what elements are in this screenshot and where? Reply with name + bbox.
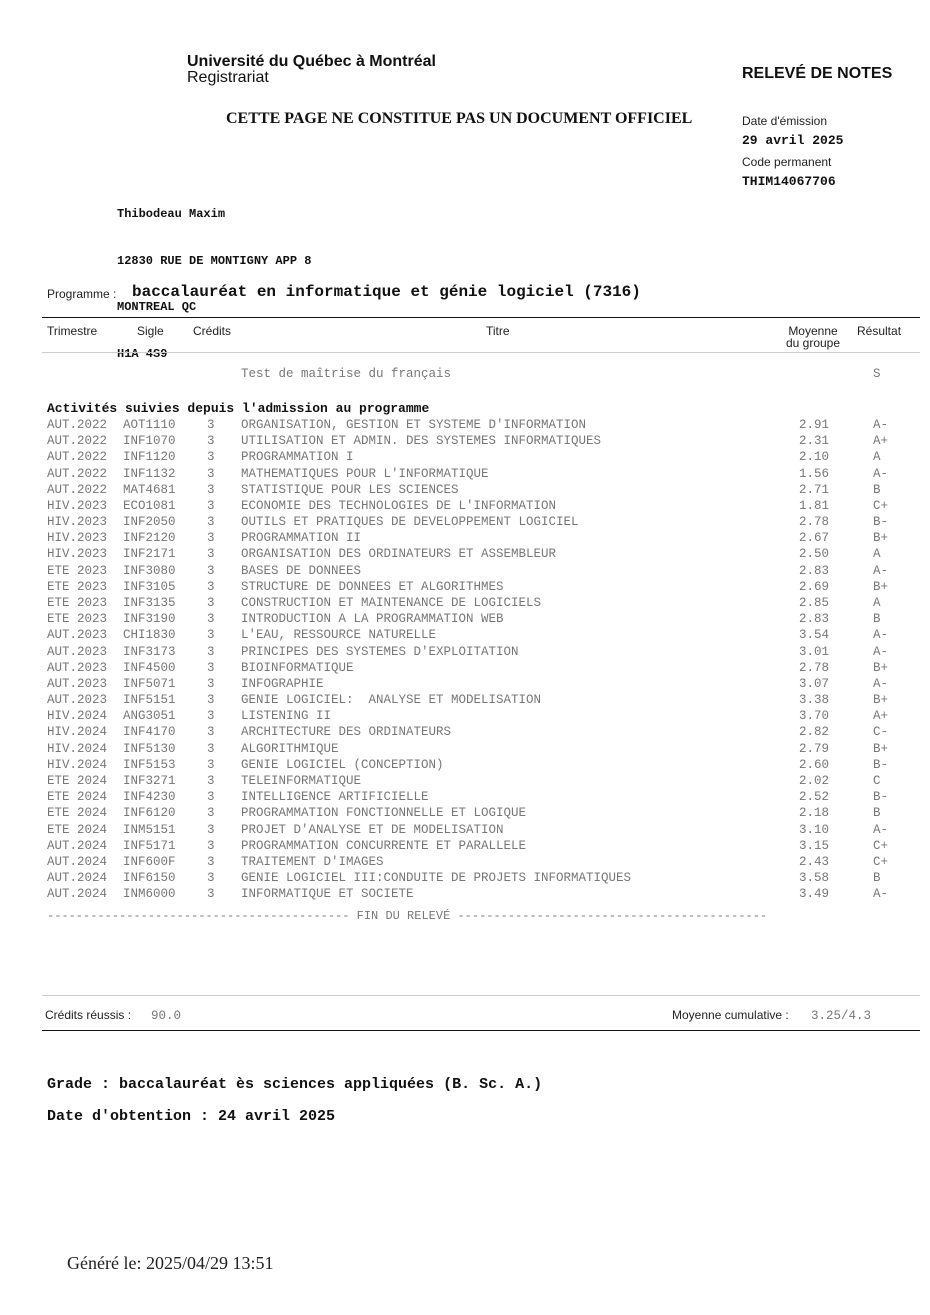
- title-cell: PROGRAMMATION II: [241, 531, 362, 546]
- code-cell: INM5151: [123, 822, 176, 837]
- code-cell: INF4170: [123, 725, 176, 740]
- group-average-cell: 3.49: [799, 887, 830, 902]
- french-test-title: Test de maîtrise du français: [241, 367, 452, 381]
- title-cell: ARCHITECTURE DES ORDINATEURS: [241, 725, 452, 740]
- table-row: [0, 417, 930, 433]
- credits-cell: 3: [207, 418, 215, 432]
- degree-grade: Grade : baccalauréat ès sciences appliquées (B. Sc. A.): [47, 1076, 543, 1093]
- title-cell: TELEINFORMATIQUE: [241, 773, 362, 788]
- credits-cell: 3: [207, 595, 215, 610]
- credits-cell: 3: [207, 660, 215, 675]
- term-cell: AUT.2023: [47, 644, 108, 659]
- gpa-value: 3.25/4.3: [811, 1009, 872, 1023]
- title-cell: ALGORITHMIQUE: [241, 741, 339, 756]
- table-row: [0, 449, 930, 465]
- unofficial-notice: CETTE PAGE NE CONSTITUE PAS UN DOCUMENT OFFICIEL: [226, 110, 693, 127]
- title-cell: ECONOMIE DES TECHNOLOGIES DE L'INFORMATION: [241, 498, 557, 513]
- term-cell: AUT.2022: [47, 450, 108, 465]
- term-cell: AUT.2024: [47, 854, 108, 869]
- table-row: [0, 466, 930, 482]
- group-average-cell: 2.02: [799, 773, 830, 788]
- table-row: [0, 870, 930, 886]
- code-cell: INF3271: [123, 773, 176, 788]
- group-average-cell: 2.78: [799, 660, 830, 675]
- credits-cell: 3: [207, 838, 215, 853]
- result-cell: A+: [873, 709, 889, 724]
- table-row: [0, 530, 930, 546]
- title-cell: LISTENING II: [241, 709, 332, 724]
- term-cell: AUT.2022: [47, 434, 108, 449]
- group-average-cell: 2.85: [799, 595, 830, 610]
- table-row: [0, 789, 930, 805]
- credits-value: 90.0: [151, 1009, 182, 1023]
- term-cell: AUT.2024: [47, 838, 108, 853]
- table-row: [0, 595, 930, 611]
- credits-cell: 3: [207, 854, 215, 869]
- result-cell: B: [873, 612, 881, 627]
- permanent-code-label: Code permanent: [742, 155, 832, 169]
- table-row: [0, 644, 930, 660]
- address-line-1: 12830 RUE DE MONTIGNY APP 8: [117, 253, 312, 268]
- credits-cell: 3: [207, 757, 215, 772]
- degree-date: Date d'obtention : 24 avril 2025: [47, 1108, 336, 1125]
- group-average-cell: 3.07: [799, 676, 830, 691]
- term-cell: AUT.2022: [47, 466, 108, 481]
- title-cell: PROGRAMMATION CONCURRENTE ET PARALLELE: [241, 838, 527, 853]
- result-cell: B-: [873, 515, 889, 530]
- table-top-rule: [42, 317, 920, 318]
- code-cell: INF6120: [123, 806, 176, 821]
- summary-bottom-rule: [42, 1030, 920, 1031]
- code-cell: INF3173: [123, 644, 176, 659]
- code-cell: INF1120: [123, 450, 176, 465]
- credits-cell: 3: [207, 806, 215, 821]
- program-value: baccalauréat en informatique et génie logiciel (7316): [132, 283, 641, 301]
- title-cell: PROGRAMMATION I: [241, 450, 354, 465]
- title-cell: ORGANISATION, GESTION ET SYSTEME D'INFORMATION: [241, 418, 587, 432]
- credits-cell: 3: [207, 450, 215, 465]
- title-cell: PROJET D'ANALYSE ET DE MODELISATION: [241, 822, 504, 837]
- result-cell: B+: [873, 579, 889, 594]
- result-cell: A-: [873, 563, 889, 578]
- permanent-code-value: THIM14067706: [742, 174, 836, 189]
- group-average-cell: 2.50: [799, 547, 830, 562]
- code-cell: INF5130: [123, 741, 176, 756]
- credits-cell: 3: [207, 741, 215, 756]
- title-cell: BASES DE DONNEES: [241, 563, 362, 578]
- table-row: [0, 838, 930, 854]
- result-cell: C-: [873, 725, 889, 740]
- result-cell: C+: [873, 838, 889, 853]
- term-cell: HIV.2023: [47, 498, 108, 513]
- code-cell: INF2050: [123, 515, 176, 530]
- generated-timestamp: Généré le: 2025/04/29 13:51: [67, 1253, 274, 1273]
- group-average-cell: 3.70: [799, 709, 830, 724]
- group-average-cell: 2.67: [799, 531, 830, 546]
- group-average-cell: 2.10: [799, 450, 830, 465]
- table-row: [0, 611, 930, 627]
- result-cell: A-: [873, 822, 889, 837]
- document-title: RELEVÉ DE NOTES: [742, 65, 893, 82]
- table-row: [0, 660, 930, 676]
- table-row: [0, 822, 930, 838]
- issue-date-value: 29 avril 2025: [742, 133, 844, 148]
- code-cell: ECO1081: [123, 498, 176, 513]
- result-cell: B: [873, 871, 881, 886]
- table-header-rule: [42, 352, 920, 353]
- group-average-cell: 2.52: [799, 790, 830, 805]
- result-cell: B: [873, 806, 881, 821]
- header-credits: Crédits: [193, 324, 232, 338]
- title-cell: ORGANISATION DES ORDINATEURS ET ASSEMBLEUR: [241, 547, 557, 562]
- header-term: Trimestre: [47, 324, 98, 338]
- credits-cell: 3: [207, 773, 215, 788]
- result-cell: A-: [873, 466, 889, 481]
- title-cell: CONSTRUCTION ET MAINTENANCE DE LOGICIELS: [241, 595, 542, 610]
- group-average-cell: 3.01: [799, 644, 830, 659]
- term-cell: AUT.2022: [47, 418, 108, 432]
- table-row: [0, 805, 930, 821]
- result-cell: B+: [873, 660, 889, 675]
- table-row: [0, 482, 930, 498]
- title-cell: INFOGRAPHIE: [241, 676, 324, 691]
- group-average-cell: 1.56: [799, 466, 830, 481]
- group-average-cell: 2.71: [799, 482, 830, 497]
- postal-code: H1A 4S9: [117, 346, 168, 361]
- group-average-cell: 3.58: [799, 871, 830, 886]
- code-cell: INF4500: [123, 660, 176, 675]
- title-cell: INTELLIGENCE ARTIFICIELLE: [241, 790, 429, 805]
- table-row: [0, 854, 930, 870]
- group-average-cell: 1.81: [799, 498, 830, 513]
- gpa-label: Moyenne cumulative :: [672, 1008, 789, 1022]
- credits-cell: 3: [207, 482, 215, 497]
- code-cell: INF4230: [123, 790, 176, 805]
- credits-cell: 3: [207, 887, 215, 902]
- table-row: [0, 708, 930, 724]
- credits-cell: 3: [207, 498, 215, 513]
- term-cell: AUT.2022: [47, 482, 108, 497]
- group-average-cell: 2.31: [799, 434, 830, 449]
- title-cell: MATHEMATIQUES POUR L'INFORMATIQUE: [241, 466, 489, 481]
- credits-cell: 3: [207, 871, 215, 886]
- table-row: [0, 579, 930, 595]
- program-label: Programme :: [47, 287, 117, 301]
- result-cell: B-: [873, 790, 889, 805]
- header-code: Sigle: [137, 324, 164, 338]
- code-cell: INM6000: [123, 887, 176, 902]
- table-row: [0, 773, 930, 789]
- code-cell: CHI1830: [123, 628, 176, 643]
- credits-cell: 3: [207, 790, 215, 805]
- code-cell: INF6150: [123, 871, 176, 886]
- group-average-cell: 2.79: [799, 741, 830, 756]
- result-cell: A+: [873, 434, 889, 449]
- term-cell: ETE 2023: [47, 563, 108, 578]
- code-cell: INF3080: [123, 563, 176, 578]
- group-average-cell: 2.18: [799, 806, 830, 821]
- term-cell: ETE 2023: [47, 612, 108, 627]
- title-cell: INTRODUCTION A LA PROGRAMMATION WEB: [241, 612, 504, 627]
- credits-cell: 3: [207, 822, 215, 837]
- credits-cell: 3: [207, 531, 215, 546]
- title-cell: INFORMATIQUE ET SOCIETE: [241, 887, 414, 902]
- header-group-average: Moyenne du groupe: [785, 324, 841, 350]
- term-cell: ETE 2024: [47, 790, 108, 805]
- code-cell: MAT4681: [123, 482, 176, 497]
- table-row: [0, 563, 930, 579]
- title-cell: OUTILS ET PRATIQUES DE DEVELOPPEMENT LOGICIEL: [241, 515, 579, 530]
- table-row: [0, 757, 930, 773]
- title-cell: BIOINFORMATIQUE: [241, 660, 354, 675]
- code-cell: INF5171: [123, 838, 176, 853]
- issue-date-label: Date d'émission: [742, 114, 827, 128]
- table-row: [0, 433, 930, 449]
- title-cell: TRAITEMENT D'IMAGES: [241, 854, 384, 869]
- group-average-cell: 2.60: [799, 757, 830, 772]
- result-cell: A-: [873, 887, 889, 902]
- credits-cell: 3: [207, 709, 215, 724]
- section-title: Activités suivies depuis l'admission au programme: [47, 401, 430, 416]
- title-cell: PROGRAMMATION FONCTIONNELLE ET LOGIQUE: [241, 806, 527, 821]
- department-name: Registrariat: [187, 69, 269, 86]
- group-average-cell: 2.91: [799, 418, 830, 432]
- result-cell: C+: [873, 854, 889, 869]
- student-address-block: [117, 176, 311, 378]
- result-cell: A: [873, 547, 881, 562]
- term-cell: AUT.2023: [47, 628, 108, 643]
- term-cell: AUT.2023: [47, 693, 108, 708]
- result-cell: A-: [873, 418, 889, 432]
- term-cell: ETE 2023: [47, 595, 108, 610]
- title-cell: STATISTIQUE POUR LES SCIENCES: [241, 482, 459, 497]
- result-cell: A: [873, 450, 881, 465]
- code-cell: ANG3051: [123, 709, 176, 724]
- group-average-cell: 3.10: [799, 822, 830, 837]
- result-cell: B-: [873, 757, 889, 772]
- result-cell: A-: [873, 628, 889, 643]
- french-test-result: S: [873, 367, 881, 381]
- credits-cell: 3: [207, 515, 215, 530]
- result-cell: B+: [873, 741, 889, 756]
- credits-cell: 3: [207, 579, 215, 594]
- group-average-cell: 2.83: [799, 563, 830, 578]
- term-cell: HIV.2024: [47, 757, 108, 772]
- code-cell: INF1132: [123, 466, 176, 481]
- result-cell: B+: [873, 531, 889, 546]
- header-title: Titre: [486, 324, 510, 338]
- term-cell: AUT.2023: [47, 660, 108, 675]
- group-average-cell: 3.15: [799, 838, 830, 853]
- term-cell: AUT.2024: [47, 871, 108, 886]
- result-cell: B: [873, 482, 881, 497]
- result-cell: B+: [873, 693, 889, 708]
- code-cell: INF600F: [123, 854, 176, 869]
- result-cell: C: [873, 773, 881, 788]
- credits-label: Crédits réussis :: [45, 1008, 132, 1022]
- group-average-cell: 2.78: [799, 515, 830, 530]
- code-cell: INF2120: [123, 531, 176, 546]
- end-of-transcript-marker: ------------------------------------------ FIN DU RELEVÉ -------------------------------------------: [47, 909, 768, 923]
- code-cell: INF3190: [123, 612, 176, 627]
- credits-cell: 3: [207, 466, 215, 481]
- credits-cell: 3: [207, 676, 215, 691]
- table-row: [0, 546, 930, 562]
- code-cell: AOT1110: [123, 418, 176, 432]
- term-cell: HIV.2024: [47, 709, 108, 724]
- code-cell: INF5151: [123, 693, 176, 708]
- credits-cell: 3: [207, 563, 215, 578]
- title-cell: STRUCTURE DE DONNEES ET ALGORITHMES: [241, 579, 504, 594]
- table-row: [0, 514, 930, 530]
- credits-cell: 3: [207, 547, 215, 562]
- term-cell: ETE 2024: [47, 773, 108, 788]
- term-cell: ETE 2023: [47, 579, 108, 594]
- title-cell: GENIE LOGICIEL (CONCEPTION): [241, 757, 444, 772]
- address-line-2: MONTREAL QC: [117, 300, 197, 314]
- code-cell: INF3105: [123, 579, 176, 594]
- credits-cell: 3: [207, 434, 215, 449]
- title-cell: L'EAU, RESSOURCE NATURELLE: [241, 628, 437, 643]
- result-cell: C+: [873, 498, 889, 513]
- credits-cell: 3: [207, 612, 215, 627]
- summary-top-rule: [42, 995, 920, 996]
- code-cell: INF2171: [123, 547, 176, 562]
- title-cell: GENIE LOGICIEL: ANALYSE ET MODELISATION: [241, 693, 542, 708]
- title-cell: UTILISATION ET ADMIN. DES SYSTEMES INFORMATIQUES: [241, 434, 602, 449]
- term-cell: HIV.2024: [47, 741, 108, 756]
- term-cell: ETE 2024: [47, 806, 108, 821]
- title-cell: PRINCIPES DES SYSTEMES D'EXPLOITATION: [241, 644, 519, 659]
- term-cell: AUT.2023: [47, 676, 108, 691]
- code-cell: INF5071: [123, 676, 176, 691]
- table-row: [0, 498, 930, 514]
- table-row: [0, 692, 930, 708]
- group-average-cell: 2.69: [799, 579, 830, 594]
- university-name: Université du Québec à Montréal: [187, 53, 436, 70]
- group-average-cell: 2.43: [799, 854, 830, 869]
- table-row: [0, 741, 930, 757]
- term-cell: HIV.2023: [47, 515, 108, 530]
- code-cell: INF3135: [123, 595, 176, 610]
- code-cell: INF1070: [123, 434, 176, 449]
- table-row: [0, 676, 930, 692]
- table-row: [0, 886, 930, 902]
- credits-cell: 3: [207, 644, 215, 659]
- group-average-cell: 3.38: [799, 693, 830, 708]
- group-average-cell: 2.82: [799, 725, 830, 740]
- table-row: [0, 724, 930, 740]
- credits-cell: 3: [207, 725, 215, 740]
- term-cell: HIV.2023: [47, 547, 108, 562]
- group-average-cell: 3.54: [799, 628, 830, 643]
- student-name: Thibodeau Maxim: [117, 207, 226, 221]
- term-cell: ETE 2024: [47, 822, 108, 837]
- result-cell: A-: [873, 644, 889, 659]
- result-cell: A: [873, 595, 881, 610]
- credits-cell: 3: [207, 693, 215, 708]
- group-average-cell: 2.83: [799, 612, 830, 627]
- term-cell: HIV.2023: [47, 531, 108, 546]
- term-cell: AUT.2024: [47, 887, 108, 902]
- title-cell: GENIE LOGICIEL III:CONDUITE DE PROJETS INFORMATIQUES: [241, 871, 632, 886]
- result-cell: A-: [873, 676, 889, 691]
- header-result: Résultat: [857, 324, 902, 338]
- term-cell: HIV.2024: [47, 725, 108, 740]
- credits-cell: 3: [207, 628, 215, 643]
- code-cell: INF5153: [123, 757, 176, 772]
- table-row: [0, 627, 930, 643]
